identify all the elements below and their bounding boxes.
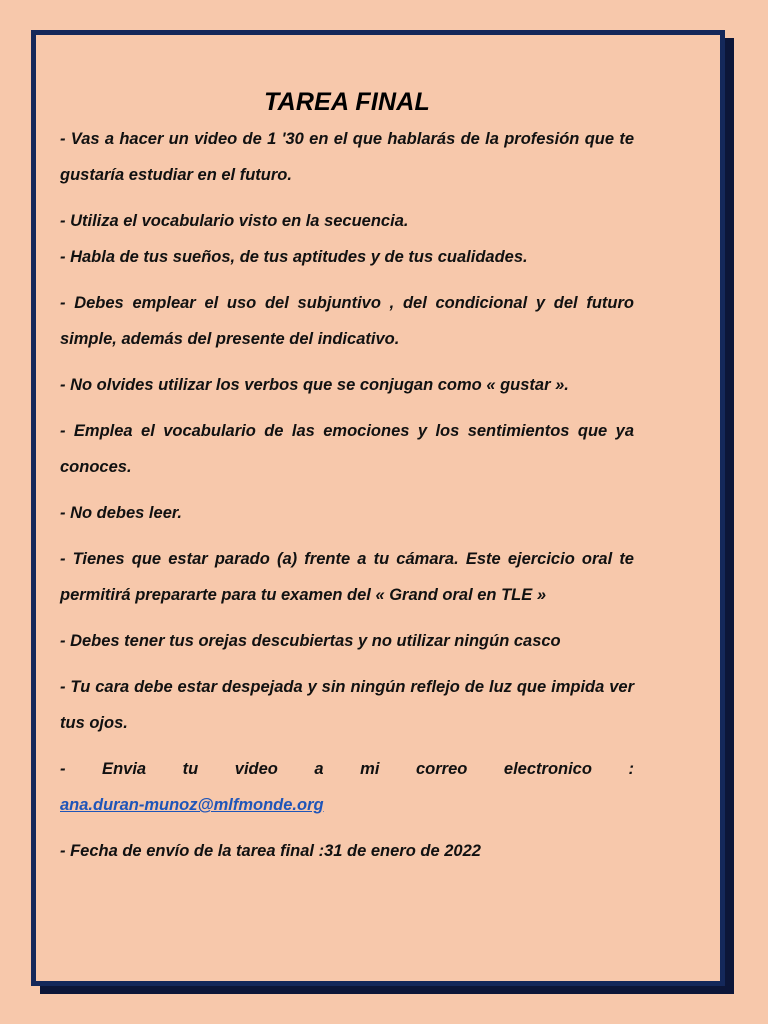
email-link[interactable]: ana.duran-munoz@mlfmonde.org [60, 796, 324, 814]
instruction-cara: - Tu cara debe estar despejada y sin ningún reflejo de luz que impida ver tus ojos. [60, 678, 634, 732]
page-title: TAREA FINAL [263, 88, 431, 116]
instruction-camara: - Tienes que estar parado (a) frente a tu cámara. Este ejercicio oral te permitirá prepararte para tu examen del « Grand oral en TLE » [60, 550, 634, 604]
instruction-gustar: - No olvides utilizar los verbos que se conjugan como « gustar ». [60, 376, 569, 394]
instruction-orejas: - Debes tener tus orejas descubiertas y no utilizar ningún casco [60, 632, 561, 650]
instruction-emociones: - Emplea el vocabulario de las emociones y los sentimientos que ya conoces. [60, 422, 634, 476]
instruction-correo [60, 751, 634, 823]
instruction-video: - Vas a hacer un video de 1 '30 en el que hablarás de la profesión que te gustaría estudiar en el futuro. [60, 130, 634, 184]
instruction-vocabulario: - Utiliza el vocabulario visto en la secuencia. [60, 212, 409, 230]
instruction-no-leer: - No debes leer. [60, 504, 182, 522]
correo-text: - Envia tu video a mi correo electronico : [60, 760, 634, 778]
instruction-subjuntivo: - Debes emplear el uso del subjuntivo , del condicional y del futuro simple, además del presente del indicativo. [60, 294, 634, 348]
instruction-suenos: - Habla de tus sueños, de tus aptitudes y de tus cualidades. [60, 248, 528, 266]
document-body [60, 60, 634, 869]
instruction-fecha: - Fecha de envío de la tarea final :31 de enero de 2022 [60, 842, 481, 860]
